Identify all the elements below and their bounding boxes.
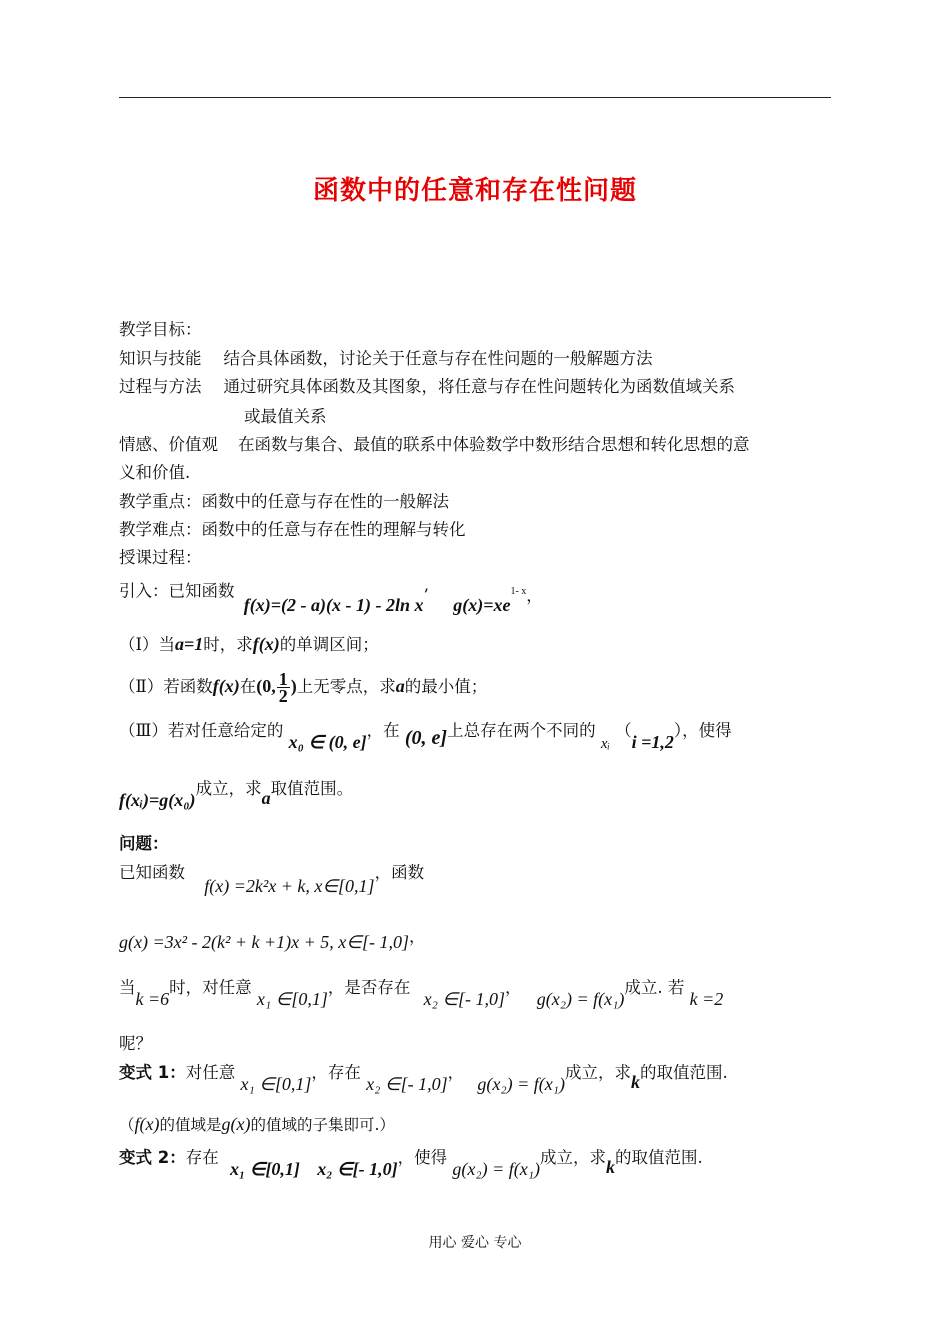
part3-mid: ，在 — [366, 721, 400, 740]
difficulty: 教学难点：函数中的任意与存在性的理解与转化 — [119, 520, 466, 539]
variant1-t5: 的取值范围. — [639, 1063, 728, 1082]
hint-f: f(x) — [134, 1114, 160, 1134]
page-title: 函数中的任意和存在性问题 — [312, 176, 637, 206]
variant2-t2: ，使得 — [397, 1148, 448, 1167]
process-heading: 授课过程： — [119, 548, 202, 567]
knowledge-text: 结合具体函数，讨论关于任意与存在性问题的一般解题方法 — [223, 349, 653, 368]
part1-mid: 时，求 — [203, 635, 253, 654]
intro-part1 — [119, 632, 379, 657]
part3-paren-open: （ — [615, 721, 632, 740]
objectives-heading: 教学目标： — [119, 320, 202, 339]
variant1-t1: 对任意 — [185, 1063, 236, 1082]
part3-end-2: 取值范围。 — [270, 779, 354, 798]
part1-post: 的单调区间； — [279, 635, 379, 654]
part2-end: 的最小值； — [404, 677, 488, 696]
part3-xi: xᵢ — [600, 736, 610, 752]
problem-comma: ， — [408, 927, 426, 946]
knowledge-label: 知识与技能 — [119, 349, 202, 368]
emotion-line — [119, 433, 750, 457]
part2-post: 上无零点，求 — [296, 677, 396, 696]
part3-paren-close: ），使得 — [673, 721, 732, 740]
variant1-equation: g(x₂) = f(x₁) — [477, 1074, 565, 1094]
variant2-x2: x₂ ∈[- 1,0] — [317, 1159, 398, 1179]
question-mid-1: 时，对任意 — [169, 978, 252, 997]
variant1-t2: ，存在 — [311, 1063, 361, 1082]
problem-given-1: 已知函数 — [119, 863, 185, 882]
part3-interval: (0, e] — [404, 727, 448, 749]
variant1-x1: x₁ ∈[0,1] — [240, 1074, 312, 1094]
variant1-k: k — [630, 1072, 640, 1092]
intro-prefix: 引入：已知函数 — [119, 581, 235, 601]
intro-part2 — [119, 668, 487, 705]
part2-f: f(x) — [212, 676, 240, 696]
part3-post: 上总存在两个不同的 — [447, 721, 596, 740]
problem-g — [119, 927, 426, 955]
variant1-hint — [119, 1112, 395, 1137]
intro-part3 — [119, 718, 732, 752]
problem-question — [119, 975, 724, 1009]
problem-heading: 问题： — [119, 834, 169, 853]
problem-given-2: ，函数 — [374, 863, 425, 882]
question-mid-2: ，是否存在 — [327, 978, 411, 997]
variant1-x2: x₂ ∈[- 1,0] — [366, 1074, 448, 1094]
hint-open: （ — [119, 1116, 135, 1134]
part1-f: f(x) — [252, 634, 280, 654]
hint-mid: 的值域是 — [159, 1116, 222, 1134]
part1-condition: a=1 — [175, 634, 204, 654]
variant2-t1: 存在 — [185, 1148, 219, 1167]
question-equation: g(x₂) = f(x₁) — [536, 989, 625, 1009]
question-pre: 当 — [119, 978, 136, 997]
question-k6: k =6 — [135, 989, 170, 1009]
question-end: 成立. 若 — [624, 978, 685, 997]
part3-end-1: 成立，求 — [195, 779, 262, 798]
intro-part3-cont — [119, 776, 354, 810]
variant1-t4: 成立，求 — [564, 1063, 631, 1082]
part2-fraction — [277, 671, 290, 704]
process-line — [119, 375, 735, 399]
emotion-label: 情感、价值观 — [119, 435, 218, 454]
variant2-k: k — [606, 1157, 615, 1177]
variant2-t4: 的取值范围. — [615, 1148, 703, 1167]
process-text: 通过研究具体函数及其图象，将任意与存在性问题转化为函数值域关系 — [223, 377, 735, 396]
variant2-x1: x₁ ∈[0,1] — [229, 1159, 300, 1179]
part3-prefix: （Ⅲ）若对任意给定的 — [119, 721, 284, 740]
header-rule — [119, 97, 831, 98]
part2-a: a — [395, 676, 405, 696]
variant2-equation: g(x₂) = f(x₁) — [452, 1159, 540, 1179]
variant2-line — [119, 1145, 703, 1179]
variant1-t3: ， — [447, 1063, 465, 1082]
part1-prefix: （Ⅰ）当 — [119, 635, 176, 654]
variant1-label: 变式 1： — [119, 1063, 186, 1082]
part2-interval-open: (0, — [256, 676, 276, 696]
variant1-line — [119, 1060, 728, 1094]
part3-a: a — [261, 788, 271, 808]
part3-index: i =1,2 — [631, 732, 674, 752]
question-k2: k =2 — [689, 989, 724, 1009]
hint-g: g(x) — [221, 1114, 251, 1134]
key-point: 教学重点：函数中的任意与存在性的一般解法 — [119, 492, 449, 511]
process-text-cont: 或最值关系 — [244, 407, 327, 426]
part2-interval-close: ) — [290, 676, 297, 696]
part3-x0-domain: x₀ ∈ (0, e] — [288, 732, 367, 752]
intro-g-formula: g(x)=xe — [453, 594, 511, 615]
emotion-text: 在函数与集合、最值的联系中体验数学中数形结合思想和转化思想的意 — [238, 435, 750, 454]
question-x1: x₁ ∈[0,1] — [256, 989, 328, 1009]
process-label: 过程与方法 — [119, 377, 202, 396]
hint-end: 的值域的子集即可.） — [250, 1116, 395, 1134]
problem-given — [119, 860, 425, 896]
fraction-numerator: 1 — [278, 669, 288, 689]
variant2-label: 变式 2： — [119, 1148, 186, 1167]
part2-in: 在 — [239, 677, 257, 696]
variant2-t3: 成立，求 — [540, 1148, 606, 1167]
question-x2: x₂ ∈[- 1,0] — [423, 989, 506, 1009]
part3-equation: f(xᵢ)=g(x₀) — [119, 790, 196, 810]
fraction-denominator: 2 — [278, 686, 288, 706]
intro-f-formula: f(x)=(2 - a)(x - 1) - 2ln x — [243, 594, 424, 615]
intro-line: 引入：已知函数 f(x)=(2 - a)(x - 1) - 2ln x’ $g(x)=xe^{1- x}$， — [119, 581, 543, 615]
intro-g-exponent: 1- x — [510, 586, 527, 597]
emotion-text-cont: 义和价值. — [119, 463, 191, 482]
page-footer: 用心 爱心 专心 — [428, 1235, 522, 1251]
knowledge-line — [119, 347, 653, 371]
problem-g-formula: g(x) =3x² - 2(k² + k +1)x + 5, x∈[- 1,0] — [119, 932, 409, 952]
problem-f-formula: f(x) =2k²x + k, x∈[0,1] — [204, 876, 375, 896]
question-mid-3: ， — [505, 978, 522, 997]
part2-prefix: （Ⅱ）若函数 — [119, 677, 213, 696]
question-tail: 呢？ — [119, 1034, 152, 1053]
